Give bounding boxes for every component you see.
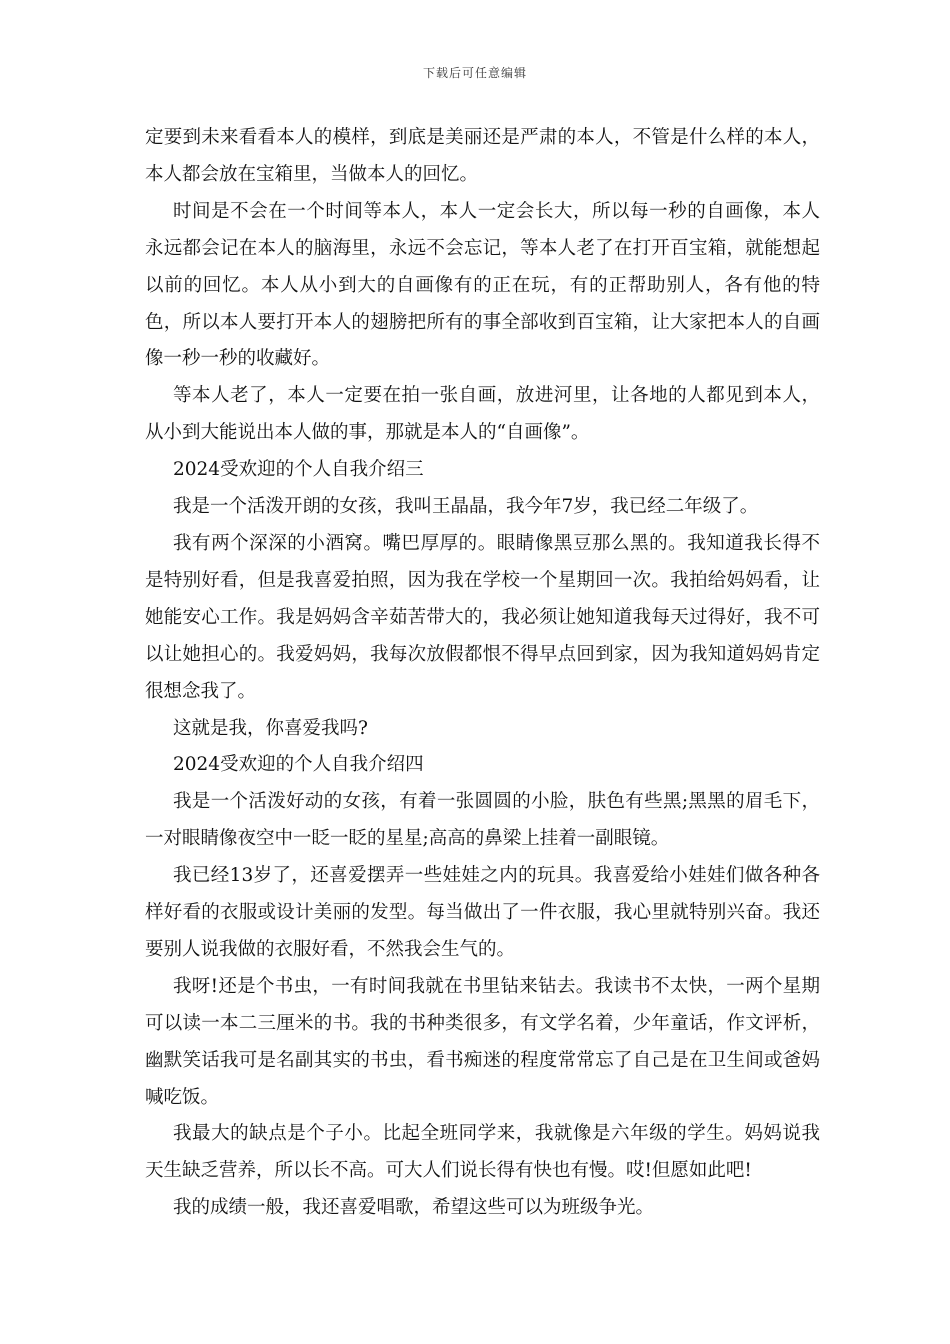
section-heading: 2024受欢迎的个人自我介绍四 [173, 754, 424, 776]
paragraph: 定要到未来看看本人的模样，到底是美丽还是严肃的本人，不管是什么样的本人，本人都会放在宝箱里，当做本人的回忆。 [145, 127, 820, 185]
paragraph: 这就是我，你喜爱我吗? [173, 717, 368, 739]
paragraph: 我有两个深深的小酒窝。嘴巴厚厚的。眼睛像黑豆那么黑的。我知道我长得不是特别好看，但是我喜爱拍照，因为我在学校一个星期回一次。我拍给妈妈看，让她能安心工作。我是妈妈含辛茹苦带大的，我必须让她知道我每天过得好，我不可以让她担心的。我爱妈妈，我每次放假都恨不得早点回到家，因为我知道妈妈肯定很想念我了。 [145, 532, 820, 702]
paragraph: 我是一个活泼开朗的女孩，我叫王晶晶，我今年7岁，我已经二年级了。 [173, 496, 759, 518]
paragraph: 我是一个活泼好动的女孩，有着一张圆圆的小脸，肤色有些黑;黑黑的眉毛下，一对眼睛像夜空中一眨一眨的星星;高高的鼻梁上挂着一副眼镜。 [145, 791, 820, 850]
paragraph: 我呀!还是个书虫，一有时间我就在书里钻来钻去。我读书不太快，一两个星期可以读一本二三厘米的书。我的书种类很多，有文学名着，少年童话，作文评析，幽默笑话我可是名副其实的书虫，看书痴迷的程度常常忘了自己是在卫生间或爸妈喊吃饭。 [145, 975, 820, 1108]
document-body [145, 120, 820, 1227]
page-header: 下载后可任意编辑 [422, 66, 527, 80]
paragraph: 时间是不会在一个时间等本人，本人一定会长大，所以每一秒的自画像，本人永远都会记在本人的脑海里，永远不会忘记，等本人老了在打开百宝箱，就能想起以前的回忆。本人从小到大的自画像有的正在玩，有的正帮助别人，各有他的特色，所以本人要打开本人的翅膀把所有的事全部收到百宝箱，让大家把本人的自画像一秒一秒的收藏好。 [145, 200, 820, 370]
paragraph: 等本人老了，本人一定要在拍一张自画，放进河里，让各地的人都见到本人，从小到大能说出本人做的事，那就是本人的“自画像”。 [145, 385, 820, 444]
section-heading: 2024受欢迎的个人自我介绍三 [173, 459, 424, 481]
paragraph: 我最大的缺点是个子小。比起全班同学来，我就像是六年级的学生。妈妈说我天生缺乏营养，所以长不高。可大人们说长得有快也有慢。哎!但愿如此吧! [145, 1123, 820, 1182]
paragraph: 我已经13岁了，还喜爱摆弄一些娃娃之内的玩具。我喜爱给小娃娃们做各种各样好看的衣服或设计美丽的发型。每当做出了一件衣服，我心里就特别兴奋。我还要别人说我做的衣服好看，不然我会生气的。 [145, 865, 820, 960]
paragraph: 我的成绩一般，我还喜爱唱歌，希望这些可以为班级争光。 [173, 1197, 655, 1219]
